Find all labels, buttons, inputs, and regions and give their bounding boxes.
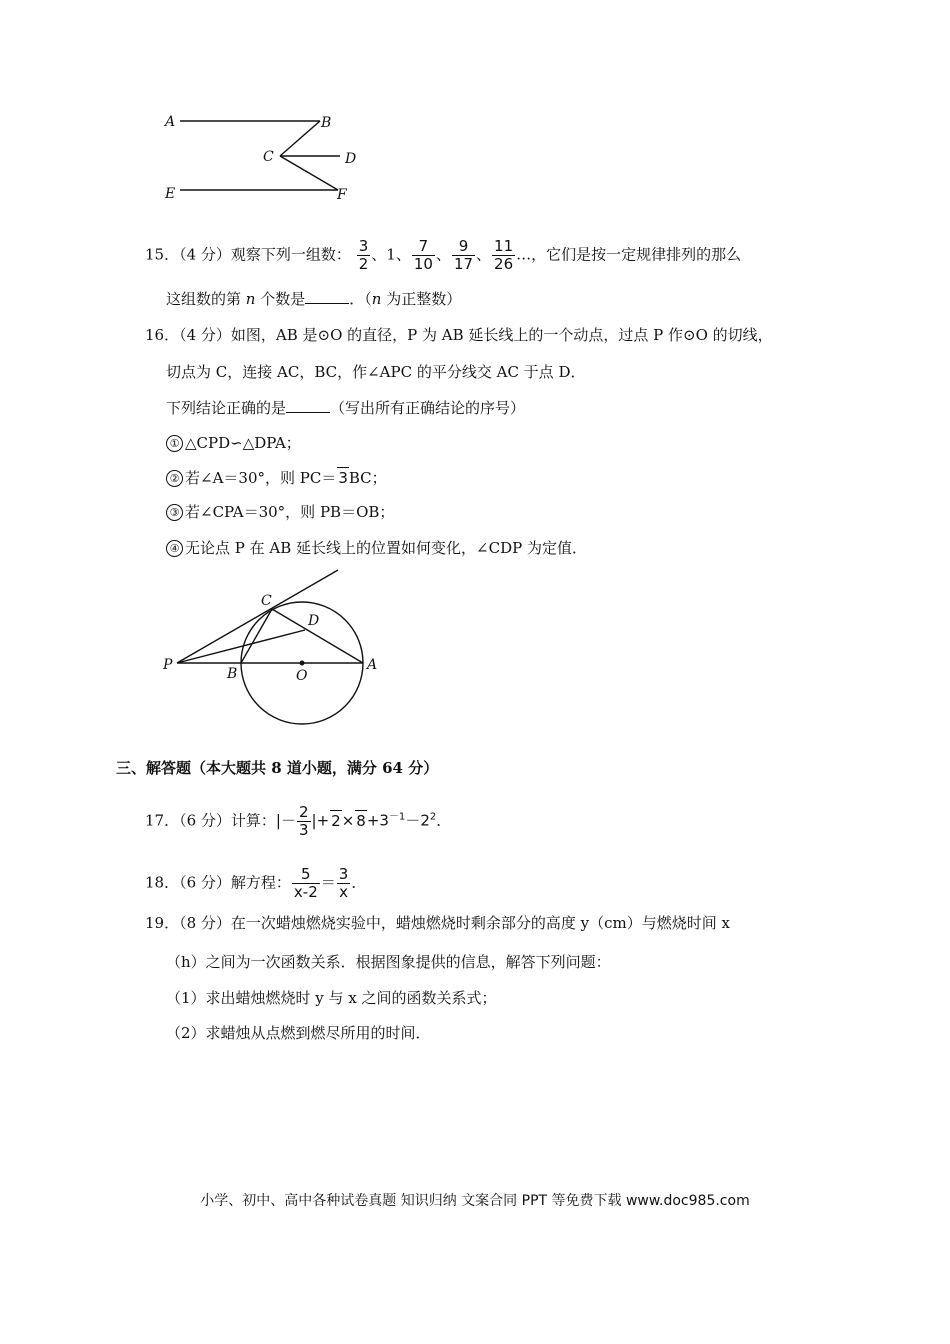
circled-number: ① — [166, 435, 183, 452]
question-19: 19．（8 分）在一次蜡烛燃烧实验中，蜡烛燃烧时剩余部分的高度 y（cm）与燃烧时间 x — [145, 914, 731, 932]
question-number: 17． — [145, 811, 180, 830]
label-D: D — [345, 151, 357, 167]
question-17: 17．（6 分）计算：|－ $\frac{2}{3}$ |+ $2\times 8+3^{-1}-2^2$． — [145, 803, 452, 839]
option-1: ① △CPD∽△DPA； — [166, 433, 301, 453]
label-E: E — [165, 186, 176, 202]
question-number: 19． — [145, 914, 180, 932]
question-16: 16．（4 分）如图，AB 是⊙O 的直径，P 为 AB 延长线上的一个动点，过点 P 作⊙O 的切线， — [145, 326, 773, 344]
fraction: $\frac{5}{x-2}$ — [293, 865, 318, 901]
question-18: 18．（6 分）解方程： $\frac{5}{x-2}$ ＝ $\frac{3}{x}$ ． — [145, 865, 367, 901]
label-F: F — [337, 187, 347, 203]
answer-blank[interactable] — [286, 398, 330, 413]
question-number: 16． — [145, 326, 180, 344]
question-19-line2: （h）之间为一次函数关系．根据图象提供的信息，解答下列问题： — [166, 953, 611, 971]
question-number: 15． — [145, 245, 180, 264]
label-O: O — [296, 668, 308, 684]
fraction: $\frac{9}{17}$ — [453, 237, 474, 273]
label-B: B — [321, 115, 332, 131]
fraction: $\frac{11}{26}$ — [494, 237, 514, 273]
circled-number: ② — [166, 470, 183, 487]
figure-parallel-lines — [155, 108, 375, 208]
question-stem: （4 分）观察下列一组数： — [179, 245, 351, 264]
question-16-line2: 切点为 C，连接 AC，BC，作∠APC 的平分线交 AC 于点 D． — [166, 363, 586, 381]
option-2: ② 若∠A＝30°，则 PC＝ 3BC； — [166, 467, 387, 488]
circled-number: ④ — [166, 540, 183, 557]
option-4: ④ 无论点 P 在 AB 延长线上的位置如何变化，∠CDP 为定值． — [166, 538, 587, 558]
question-19-sub1: （1）求出蜡烛燃烧时 y 与 x 之间的函数关系式； — [166, 989, 497, 1007]
fraction: $\frac{3}{2}$ — [358, 237, 369, 273]
label-C: C — [261, 593, 272, 609]
circled-number: ③ — [166, 504, 183, 521]
figure-circle-tangent — [155, 565, 395, 735]
sqrt: 3 — [338, 469, 348, 487]
label-D: D — [308, 613, 320, 629]
fraction: $\frac{2}{3}$ — [298, 803, 309, 839]
page-footer: 小学、初中、高中各种试卷真题 知识归纳 文案合同 PPT 等免费下载 www.doc985.com — [200, 1193, 750, 1209]
label-P: P — [163, 657, 173, 673]
question-15-line2: 这组数的第 n 个数是 ．（n 为正整数） — [166, 290, 462, 308]
answer-blank[interactable] — [305, 289, 349, 304]
option-3: ③ 若∠CPA＝30°，则 PB＝OB； — [166, 502, 394, 522]
label-A: A — [165, 114, 176, 130]
section-heading: 三、解答题（本大题共 8 道小题，满分 64 分） — [116, 759, 439, 777]
question-19-sub2: （2）求蜡烛从点燃到燃尽所用的时间． — [166, 1024, 431, 1042]
question-number: 18． — [145, 873, 180, 892]
label-C: C — [263, 149, 274, 165]
question-15: 15．（4 分）观察下列一组数： $\frac{3}{2}$ 、1、 $\frac{7}{10}$ 、 $\frac{9}{17}$ 、 $\frac{11}{26}$ …，它们是按一定规律排列的那么 — [145, 237, 742, 273]
sqrt: 2 — [331, 811, 341, 830]
question-16-line3: 下列结论正确的是 （写出所有正确结论的序号） — [166, 399, 526, 417]
fraction: $\frac{3}{x}$ — [338, 865, 349, 901]
label-B: B — [227, 666, 238, 682]
fraction: $\frac{7}{10}$ — [413, 237, 433, 273]
label-A: A — [367, 657, 378, 673]
sqrt: 8 — [356, 811, 366, 830]
